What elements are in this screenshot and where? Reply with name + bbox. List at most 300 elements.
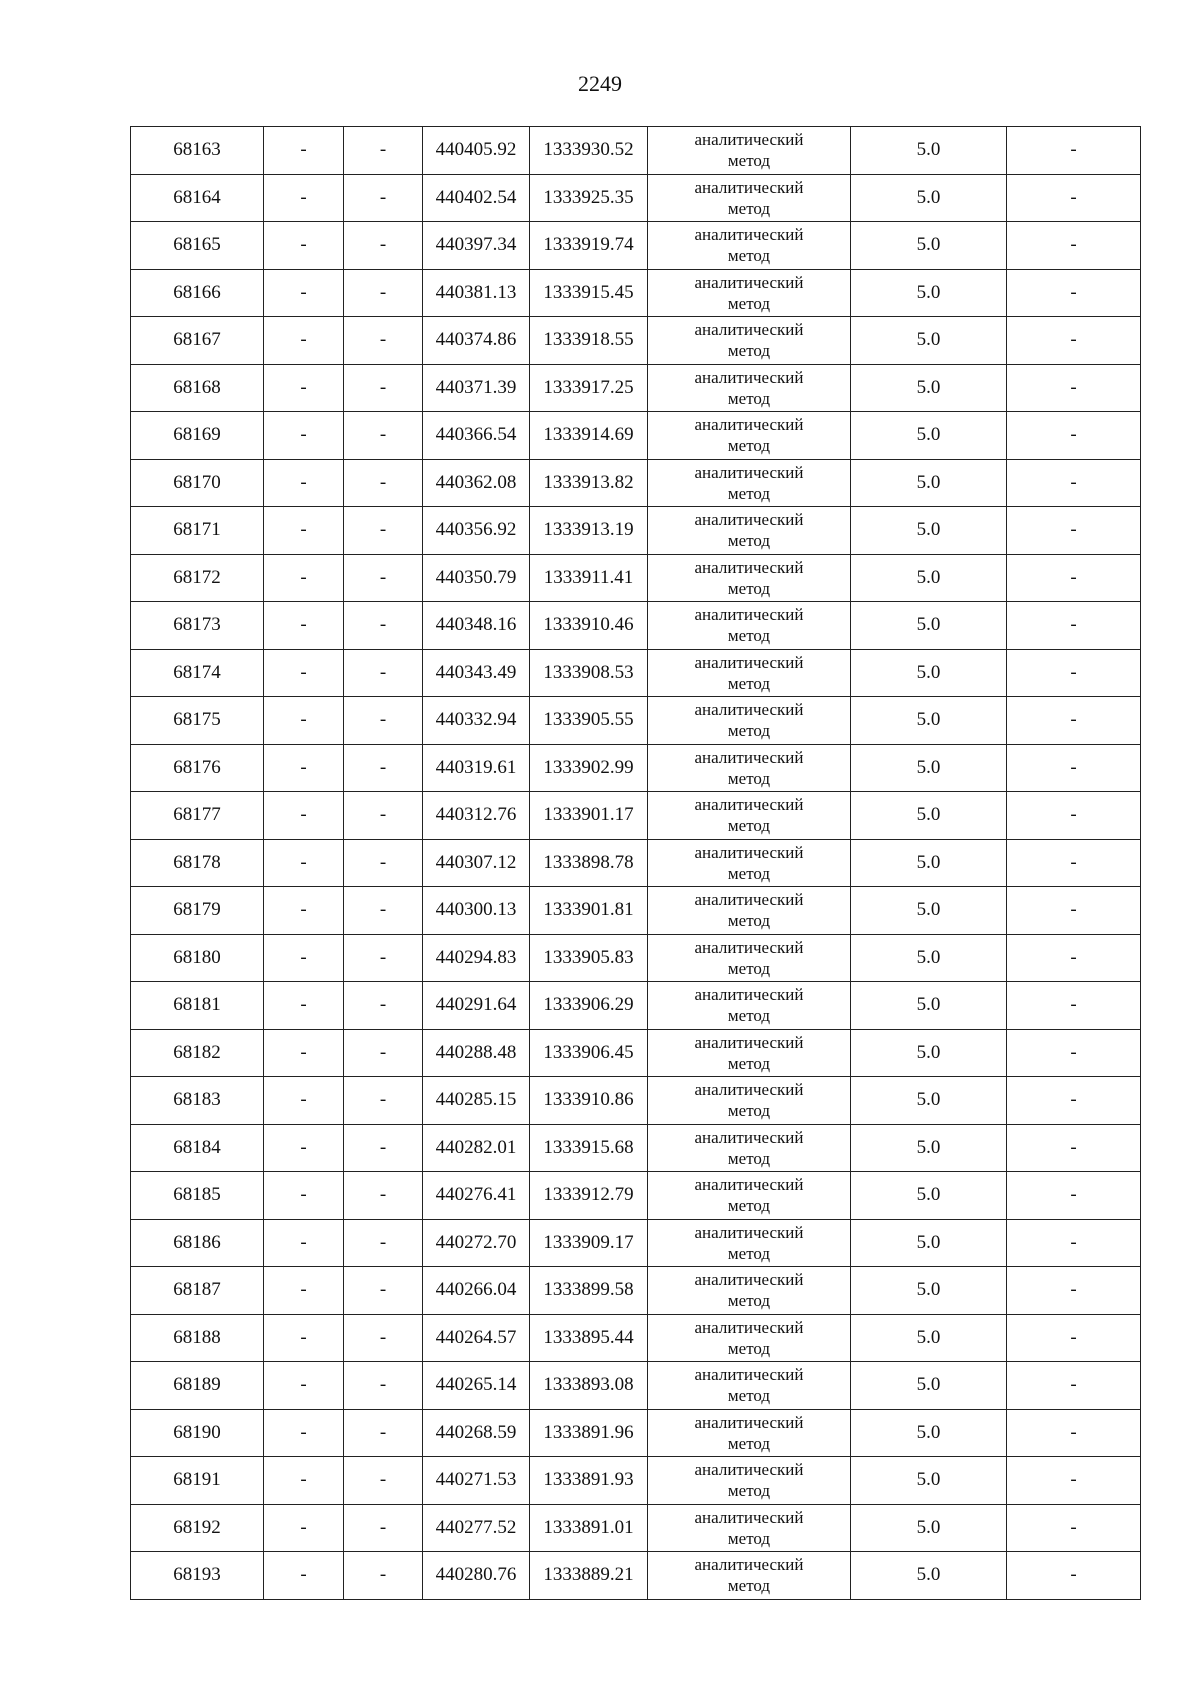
empty-cell: - [264, 1219, 344, 1267]
point-id-cell: 68173 [131, 602, 264, 650]
accuracy-cell: 5.0 [851, 1314, 1007, 1362]
empty-cell: - [264, 1409, 344, 1457]
x-coordinate-cell: 440277.52 [423, 1504, 530, 1552]
point-id-cell: 68183 [131, 1077, 264, 1125]
accuracy-cell: 5.0 [851, 1172, 1007, 1220]
page-number: 2249 [578, 71, 622, 96]
empty-cell: - [344, 1219, 423, 1267]
method-line-2: метод [727, 1386, 771, 1406]
empty-cell: - [264, 269, 344, 317]
x-coordinate-cell: 440282.01 [423, 1124, 530, 1172]
empty-cell: - [1007, 839, 1141, 887]
method-line-2: метод [727, 293, 771, 313]
method-line-1: аналитический [694, 557, 804, 577]
table-row [131, 1504, 1141, 1552]
empty-cell: - [344, 1077, 423, 1125]
method-line-2: метод [727, 578, 771, 598]
empty-cell: - [344, 744, 423, 792]
method-line-2: метод [727, 1291, 771, 1311]
empty-cell: - [1007, 1219, 1141, 1267]
empty-cell: - [1007, 982, 1141, 1030]
empty-cell: - [1007, 649, 1141, 697]
method-line-1: аналитический [694, 747, 804, 767]
empty-cell: - [264, 554, 344, 602]
x-coordinate-cell: 440343.49 [423, 649, 530, 697]
method-cell [648, 934, 851, 982]
empty-cell: - [264, 174, 344, 222]
y-coordinate-cell: 1333901.81 [530, 887, 648, 935]
y-coordinate-cell: 1333891.96 [530, 1409, 648, 1457]
point-id-cell: 68181 [131, 982, 264, 1030]
method-line-1: аналитический [694, 937, 804, 957]
method-cell [648, 649, 851, 697]
empty-cell: - [1007, 1267, 1141, 1315]
empty-cell: - [1007, 1362, 1141, 1410]
method-line-2: метод [727, 721, 771, 741]
y-coordinate-cell: 1333906.29 [530, 982, 648, 1030]
y-coordinate-cell: 1333915.45 [530, 269, 648, 317]
empty-cell: - [264, 697, 344, 745]
x-coordinate-cell: 440348.16 [423, 602, 530, 650]
table-row [131, 364, 1141, 412]
accuracy-cell: 5.0 [851, 459, 1007, 507]
empty-cell: - [264, 1457, 344, 1505]
x-coordinate-cell: 440272.70 [423, 1219, 530, 1267]
table-row [131, 1124, 1141, 1172]
point-id-cell: 68167 [131, 317, 264, 365]
empty-cell: - [1007, 1172, 1141, 1220]
x-coordinate-cell: 440288.48 [423, 1029, 530, 1077]
accuracy-cell: 5.0 [851, 127, 1007, 175]
table-row [131, 602, 1141, 650]
y-coordinate-cell: 1333908.53 [530, 649, 648, 697]
accuracy-cell: 5.0 [851, 412, 1007, 460]
table-row [131, 1457, 1141, 1505]
empty-cell: - [1007, 269, 1141, 317]
method-cell [648, 1409, 851, 1457]
empty-cell: - [344, 934, 423, 982]
method-line-1: аналитический [694, 1365, 804, 1385]
method-line-2: метод [727, 673, 771, 693]
accuracy-cell: 5.0 [851, 1124, 1007, 1172]
method-line-2: метод [727, 911, 771, 931]
y-coordinate-cell: 1333930.52 [530, 127, 648, 175]
table-row [131, 887, 1141, 935]
empty-cell: - [344, 222, 423, 270]
method-cell [648, 1029, 851, 1077]
accuracy-cell: 5.0 [851, 1362, 1007, 1410]
table-row [131, 1077, 1141, 1125]
accuracy-cell: 5.0 [851, 744, 1007, 792]
accuracy-cell: 5.0 [851, 554, 1007, 602]
accuracy-cell: 5.0 [851, 982, 1007, 1030]
table-row [131, 697, 1141, 745]
table-row [131, 269, 1141, 317]
y-coordinate-cell: 1333912.79 [530, 1172, 648, 1220]
x-coordinate-cell: 440312.76 [423, 792, 530, 840]
method-line-2: метод [727, 1528, 771, 1548]
accuracy-cell: 5.0 [851, 269, 1007, 317]
method-line-1: аналитический [694, 1175, 804, 1195]
method-cell [648, 1552, 851, 1600]
empty-cell: - [264, 317, 344, 365]
empty-cell: - [264, 1029, 344, 1077]
x-coordinate-cell: 440397.34 [423, 222, 530, 270]
empty-cell: - [344, 1457, 423, 1505]
empty-cell: - [1007, 222, 1141, 270]
y-coordinate-cell: 1333913.19 [530, 507, 648, 555]
table-row [131, 1172, 1141, 1220]
x-coordinate-cell: 440356.92 [423, 507, 530, 555]
empty-cell: - [1007, 412, 1141, 460]
empty-cell: - [1007, 792, 1141, 840]
accuracy-cell: 5.0 [851, 697, 1007, 745]
method-line-1: аналитический [694, 1412, 804, 1432]
empty-cell: - [344, 1552, 423, 1600]
method-line-1: аналитический [694, 652, 804, 672]
empty-cell: - [344, 1504, 423, 1552]
empty-cell: - [344, 1314, 423, 1362]
method-line-2: метод [727, 341, 771, 361]
point-id-cell: 68190 [131, 1409, 264, 1457]
y-coordinate-cell: 1333917.25 [530, 364, 648, 412]
method-line-1: аналитический [694, 130, 804, 150]
empty-cell: - [1007, 127, 1141, 175]
y-coordinate-cell: 1333893.08 [530, 1362, 648, 1410]
empty-cell: - [344, 792, 423, 840]
empty-cell: - [344, 174, 423, 222]
method-cell [648, 412, 851, 460]
method-cell [648, 1362, 851, 1410]
table-row [131, 934, 1141, 982]
x-coordinate-cell: 440266.04 [423, 1267, 530, 1315]
accuracy-cell: 5.0 [851, 792, 1007, 840]
accuracy-cell: 5.0 [851, 174, 1007, 222]
accuracy-cell: 5.0 [851, 1077, 1007, 1125]
x-coordinate-cell: 440268.59 [423, 1409, 530, 1457]
empty-cell: - [1007, 602, 1141, 650]
x-coordinate-cell: 440285.15 [423, 1077, 530, 1125]
table-row [131, 1409, 1141, 1457]
point-id-cell: 68189 [131, 1362, 264, 1410]
point-id-cell: 68171 [131, 507, 264, 555]
method-line-1: аналитический [694, 320, 804, 340]
accuracy-cell: 5.0 [851, 934, 1007, 982]
empty-cell: - [1007, 1552, 1141, 1600]
method-line-1: аналитический [694, 1032, 804, 1052]
point-id-cell: 68168 [131, 364, 264, 412]
table-row [131, 1029, 1141, 1077]
method-cell [648, 887, 851, 935]
empty-cell: - [264, 1077, 344, 1125]
method-cell [648, 1124, 851, 1172]
empty-cell: - [1007, 697, 1141, 745]
method-cell [648, 602, 851, 650]
point-id-cell: 68182 [131, 1029, 264, 1077]
empty-cell: - [344, 1029, 423, 1077]
method-line-2: метод [727, 1006, 771, 1026]
table-row [131, 1362, 1141, 1410]
point-id-cell: 68188 [131, 1314, 264, 1362]
point-id-cell: 68177 [131, 792, 264, 840]
method-line-2: метод [727, 531, 771, 551]
empty-cell: - [264, 1552, 344, 1600]
empty-cell: - [264, 839, 344, 887]
x-coordinate-cell: 440350.79 [423, 554, 530, 602]
empty-cell: - [264, 364, 344, 412]
point-id-cell: 68165 [131, 222, 264, 270]
empty-cell: - [1007, 364, 1141, 412]
x-coordinate-cell: 440366.54 [423, 412, 530, 460]
empty-cell: - [344, 412, 423, 460]
y-coordinate-cell: 1333891.93 [530, 1457, 648, 1505]
empty-cell: - [264, 1314, 344, 1362]
point-id-cell: 68187 [131, 1267, 264, 1315]
empty-cell: - [264, 127, 344, 175]
accuracy-cell: 5.0 [851, 1219, 1007, 1267]
method-line-2: метод [727, 1196, 771, 1216]
empty-cell: - [344, 602, 423, 650]
table-body [131, 127, 1141, 1600]
empty-cell: - [264, 1504, 344, 1552]
empty-cell: - [264, 412, 344, 460]
accuracy-cell: 5.0 [851, 364, 1007, 412]
table-row [131, 1219, 1141, 1267]
y-coordinate-cell: 1333905.55 [530, 697, 648, 745]
method-cell [648, 269, 851, 317]
method-line-1: аналитический [694, 1222, 804, 1242]
y-coordinate-cell: 1333891.01 [530, 1504, 648, 1552]
empty-cell: - [264, 602, 344, 650]
accuracy-cell: 5.0 [851, 839, 1007, 887]
method-line-1: аналитический [694, 1507, 804, 1527]
accuracy-cell: 5.0 [851, 222, 1007, 270]
empty-cell: - [344, 364, 423, 412]
empty-cell: - [264, 982, 344, 1030]
empty-cell: - [344, 887, 423, 935]
method-cell [648, 127, 851, 175]
point-id-cell: 68175 [131, 697, 264, 745]
method-cell [648, 1504, 851, 1552]
method-line-2: метод [727, 1243, 771, 1263]
y-coordinate-cell: 1333925.35 [530, 174, 648, 222]
empty-cell: - [344, 982, 423, 1030]
empty-cell: - [344, 269, 423, 317]
empty-cell: - [1007, 744, 1141, 792]
method-cell [648, 364, 851, 412]
method-line-1: аналитический [694, 700, 804, 720]
point-id-cell: 68170 [131, 459, 264, 507]
accuracy-cell: 5.0 [851, 1457, 1007, 1505]
point-id-cell: 68192 [131, 1504, 264, 1552]
empty-cell: - [264, 1362, 344, 1410]
table-row [131, 1267, 1141, 1315]
y-coordinate-cell: 1333909.17 [530, 1219, 648, 1267]
y-coordinate-cell: 1333889.21 [530, 1552, 648, 1600]
y-coordinate-cell: 1333910.46 [530, 602, 648, 650]
method-cell [648, 174, 851, 222]
point-id-cell: 68191 [131, 1457, 264, 1505]
method-line-2: метод [727, 198, 771, 218]
accuracy-cell: 5.0 [851, 1409, 1007, 1457]
method-cell [648, 317, 851, 365]
method-line-2: метод [727, 1433, 771, 1453]
x-coordinate-cell: 440276.41 [423, 1172, 530, 1220]
method-line-2: метод [727, 816, 771, 836]
y-coordinate-cell: 1333895.44 [530, 1314, 648, 1362]
method-line-2: метод [727, 1338, 771, 1358]
y-coordinate-cell: 1333919.74 [530, 222, 648, 270]
x-coordinate-cell: 440405.92 [423, 127, 530, 175]
point-id-cell: 68163 [131, 127, 264, 175]
y-coordinate-cell: 1333913.82 [530, 459, 648, 507]
point-id-cell: 68169 [131, 412, 264, 460]
method-cell [648, 459, 851, 507]
method-line-1: аналитический [694, 985, 804, 1005]
table-row [131, 317, 1141, 365]
x-coordinate-cell: 440332.94 [423, 697, 530, 745]
x-coordinate-cell: 440381.13 [423, 269, 530, 317]
y-coordinate-cell: 1333905.83 [530, 934, 648, 982]
table-row [131, 649, 1141, 697]
empty-cell: - [1007, 1314, 1141, 1362]
method-cell [648, 1267, 851, 1315]
table-row [131, 1314, 1141, 1362]
table-row [131, 459, 1141, 507]
empty-cell: - [264, 1124, 344, 1172]
empty-cell: - [344, 1172, 423, 1220]
method-line-2: метод [727, 246, 771, 266]
method-line-1: аналитический [694, 890, 804, 910]
method-line-2: метод [727, 1576, 771, 1596]
accuracy-cell: 5.0 [851, 887, 1007, 935]
empty-cell: - [1007, 1504, 1141, 1552]
x-coordinate-cell: 440294.83 [423, 934, 530, 982]
y-coordinate-cell: 1333898.78 [530, 839, 648, 887]
method-cell [648, 1314, 851, 1362]
method-line-2: метод [727, 1481, 771, 1501]
method-line-2: метод [727, 1101, 771, 1121]
empty-cell: - [1007, 1457, 1141, 1505]
method-cell [648, 744, 851, 792]
y-coordinate-cell: 1333910.86 [530, 1077, 648, 1125]
empty-cell: - [344, 1124, 423, 1172]
method-line-1: аналитический [694, 605, 804, 625]
method-line-1: аналитический [694, 272, 804, 292]
empty-cell: - [344, 554, 423, 602]
table-row [131, 554, 1141, 602]
method-line-1: аналитический [694, 1460, 804, 1480]
empty-cell: - [264, 507, 344, 555]
point-id-cell: 68186 [131, 1219, 264, 1267]
method-line-1: аналитический [694, 415, 804, 435]
empty-cell: - [1007, 554, 1141, 602]
table-row [131, 174, 1141, 222]
accuracy-cell: 5.0 [851, 1504, 1007, 1552]
point-id-cell: 68193 [131, 1552, 264, 1600]
method-line-2: метод [727, 768, 771, 788]
accuracy-cell: 5.0 [851, 649, 1007, 697]
method-cell [648, 1077, 851, 1125]
y-coordinate-cell: 1333911.41 [530, 554, 648, 602]
table-row [131, 1552, 1141, 1600]
empty-cell: - [344, 507, 423, 555]
method-line-2: метод [727, 958, 771, 978]
y-coordinate-cell: 1333899.58 [530, 1267, 648, 1315]
method-cell [648, 839, 851, 887]
x-coordinate-cell: 440402.54 [423, 174, 530, 222]
accuracy-cell: 5.0 [851, 1267, 1007, 1315]
empty-cell: - [344, 1267, 423, 1315]
empty-cell: - [344, 317, 423, 365]
empty-cell: - [264, 1267, 344, 1315]
method-line-2: метод [727, 626, 771, 646]
table-row [131, 412, 1141, 460]
y-coordinate-cell: 1333918.55 [530, 317, 648, 365]
empty-cell: - [264, 1172, 344, 1220]
empty-cell: - [1007, 459, 1141, 507]
y-coordinate-cell: 1333906.45 [530, 1029, 648, 1077]
method-line-1: аналитический [694, 510, 804, 530]
y-coordinate-cell: 1333901.17 [530, 792, 648, 840]
empty-cell: - [344, 697, 423, 745]
method-line-1: аналитический [694, 1270, 804, 1290]
accuracy-cell: 5.0 [851, 602, 1007, 650]
method-line-1: аналитический [694, 462, 804, 482]
x-coordinate-cell: 440271.53 [423, 1457, 530, 1505]
method-line-1: аналитический [694, 367, 804, 387]
table-row [131, 744, 1141, 792]
point-id-cell: 68166 [131, 269, 264, 317]
method-line-2: метод [727, 1053, 771, 1073]
empty-cell: - [344, 1362, 423, 1410]
table-row [131, 127, 1141, 175]
method-cell [648, 792, 851, 840]
empty-cell: - [1007, 507, 1141, 555]
method-line-2: метод [727, 483, 771, 503]
empty-cell: - [264, 649, 344, 697]
empty-cell: - [1007, 174, 1141, 222]
method-line-2: метод [727, 863, 771, 883]
table-row [131, 839, 1141, 887]
method-line-1: аналитический [694, 795, 804, 815]
method-cell [648, 697, 851, 745]
method-cell [648, 1457, 851, 1505]
x-coordinate-cell: 440374.86 [423, 317, 530, 365]
point-id-cell: 68185 [131, 1172, 264, 1220]
point-id-cell: 68179 [131, 887, 264, 935]
empty-cell: - [1007, 317, 1141, 365]
accuracy-cell: 5.0 [851, 507, 1007, 555]
method-line-2: метод [727, 151, 771, 171]
accuracy-cell: 5.0 [851, 1552, 1007, 1600]
table-row [131, 982, 1141, 1030]
method-line-1: аналитический [694, 177, 804, 197]
method-cell [648, 1219, 851, 1267]
empty-cell: - [264, 222, 344, 270]
empty-cell: - [1007, 934, 1141, 982]
method-cell [648, 507, 851, 555]
coordinates-table [130, 126, 1141, 1600]
method-line-1: аналитический [694, 1127, 804, 1147]
empty-cell: - [264, 934, 344, 982]
empty-cell: - [1007, 1124, 1141, 1172]
x-coordinate-cell: 440280.76 [423, 1552, 530, 1600]
x-coordinate-cell: 440371.39 [423, 364, 530, 412]
point-id-cell: 68178 [131, 839, 264, 887]
x-coordinate-cell: 440307.12 [423, 839, 530, 887]
y-coordinate-cell: 1333915.68 [530, 1124, 648, 1172]
